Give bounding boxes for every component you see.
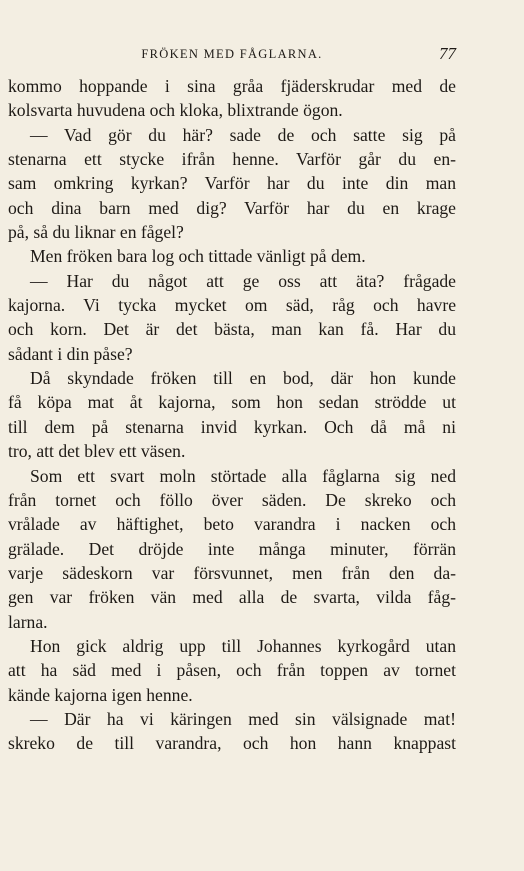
text-line: att ha säd med i påsen, och från toppen av tornet [8,660,456,681]
text-line: — Där ha vi käringen med sin välsignade mat! [30,708,456,729]
text-line: tro, att det blev ett väsen. [8,441,186,462]
text-line: kommo hoppande i sina gråa fjäderskrudar med de [8,76,456,96]
text-line: Men fröken bara log och tittade vänligt på dem. [30,246,366,267]
text-line: varje sädeskorn var försvunnet, men från den da- [8,562,456,583]
text-line: Då skyndade fröken till en bod, där hon kunde [30,368,456,389]
text-line: kajorna. Vi tycka mycket om säd, råg och havre [8,295,456,316]
running-head [8,44,456,68]
text-line: sådant i din påse? [8,343,133,364]
text-line: vrålade av häftighet, beto varandra i nacken och [8,514,456,535]
text-line: sam omkring kyrkan? Varför har du inte din man [8,173,456,194]
text-line: och dina barn med dig? Varför har du en krage [8,197,456,218]
text-line: skreko de till varandra, och hon hann knappast [8,733,456,754]
text-line: och korn. Det är det bästa, man kan få. Har du [8,319,456,340]
text-line: kolsvarta huvudena och kloka, blixtrande ögon. [8,100,343,121]
running-title: FRÖKEN MED FÅGLARNA. [141,47,323,61]
text-line: Som ett svart moln störtade alla fåglarna sig ned [30,465,456,486]
page-number: 77 [439,44,456,63]
text-line: stenarna ett stycke ifrån henne. Varför går du en- [8,149,456,170]
text-line: få köpa mat åt kajorna, som hon sedan strödde ut [8,392,456,413]
text-line: — Har du något att ge oss att äta? frågade [30,270,456,291]
text-line: på, så du liknar en fågel? [8,222,184,243]
text-line: gen var fröken vän med alla de svarta, vilda fåg- [8,587,456,608]
text-line: grälade. Det dröjde inte många minuter, förrän [8,538,456,559]
text-line: till dem på stenarna invid kyrkan. Och då må ni [8,416,456,437]
text-line: — Vad gör du här? sade de och satte sig på [30,124,456,145]
body-text [8,74,456,756]
text-line: Hon gick aldrig upp till Johannes kyrkogård utan [30,635,456,656]
text-line: kände kajorna igen henne. [8,684,193,705]
text-line: från tornet och föllo över säden. De skreko och [8,489,456,510]
text-line: larna. [8,611,48,632]
